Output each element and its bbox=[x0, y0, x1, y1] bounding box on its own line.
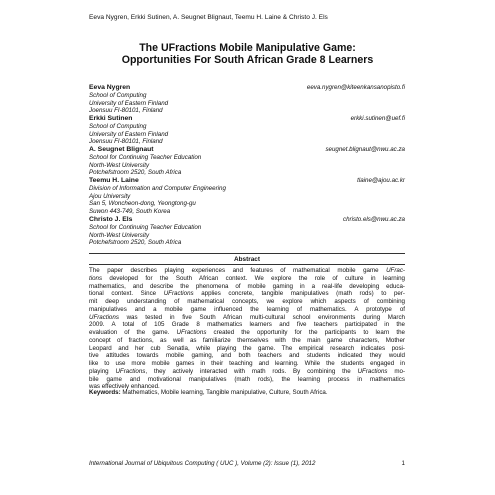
abstract-line: tive attitudes towards mobile gaming, and both teachers and students indicated they would bbox=[89, 352, 405, 360]
abstract-line: like to use more mobile games in their teaching and learning. While the students engaged in bbox=[89, 360, 405, 367]
abstract-line: tional context. Since UFractions applies concrete, tangible manipulatives (math rods) to per- bbox=[89, 290, 405, 298]
abstract-line: UFractions was tested in five South African multi-cultural school environments during March bbox=[89, 313, 405, 321]
page-number: 1 bbox=[401, 460, 405, 467]
author-block bbox=[89, 216, 405, 247]
author-affiliation-line: Joensuu FI-80101, Finland bbox=[89, 138, 163, 146]
author-affiliation-line: Joensuu FI-80101, Finland bbox=[89, 107, 163, 115]
author-block bbox=[89, 115, 405, 146]
journal-footer bbox=[89, 460, 405, 467]
author-name: Eeva Nygren bbox=[89, 84, 131, 91]
author-affiliation-line: Suwon 443-749, South Korea bbox=[89, 207, 171, 215]
abstract-heading: Abstract bbox=[234, 256, 260, 263]
author-block bbox=[89, 84, 405, 115]
abstract-line: was effectively enhanced. bbox=[89, 383, 160, 391]
author-email: tlaine@ajou.ac.kr bbox=[357, 177, 405, 184]
author-affiliation-line: School of Computing bbox=[89, 123, 147, 131]
author-name: A. Seugnet Blignaut bbox=[89, 146, 154, 153]
author-block bbox=[89, 146, 405, 177]
author-affiliation-line: Potchefstroom 2520, South Africa bbox=[89, 169, 182, 177]
author-email: eeva.nygren@kiteenkansanopisto.fi bbox=[306, 84, 405, 91]
paper-title-line-2: Opportunities For South African Grade 8 Learners bbox=[121, 54, 374, 66]
abstract-line: tions developed for the South African context. We explore the role of culture in learning bbox=[89, 274, 405, 282]
journal-citation: International Journal of Ubiquitous Computing ( UUC ), Volume (2): Issue (1), 2012 bbox=[89, 460, 316, 467]
author-name: Christo J. Els bbox=[89, 216, 133, 223]
abstract-top-rule bbox=[89, 253, 405, 254]
running-head-authors: Eeva Nygren, Erkki Sutinen, A. Seugnet Blignaut, Teemu H. Laine & Christo J. Els bbox=[89, 14, 328, 21]
author-affiliation-line: University of Eastern Finland bbox=[89, 130, 169, 138]
author-affiliation-line: Potchefstroom 2520, South Africa bbox=[89, 239, 182, 247]
author-affiliation-line: University of Eastern Finland bbox=[89, 99, 169, 107]
abstract-line: concept of fractions, as well as familiarize themselves with the main game characters, Mother bbox=[89, 336, 405, 344]
author-affiliation-line: Division of Information and Computer Engineering bbox=[89, 185, 226, 193]
author-block bbox=[89, 177, 405, 215]
author-affiliation-line: School for Continuing Teacher Education bbox=[89, 224, 202, 232]
keywords bbox=[89, 389, 405, 396]
author-email: erkki.sutinen@uef.fi bbox=[350, 115, 405, 122]
author-name: Teemu H. Laine bbox=[89, 177, 139, 184]
abstract-line: manipulatives and a mobile game influenced the learning of mathematics. A prototype of bbox=[89, 305, 405, 313]
author-email: christo.els@nwu.ac.za bbox=[343, 216, 405, 223]
abstract-body bbox=[89, 267, 405, 391]
abstract-heading-rule bbox=[89, 264, 405, 265]
abstract-line: evaluation of the game. UFractions created the opportunity for the participants to learn the bbox=[89, 329, 405, 336]
abstract-line: bile game and motivational manipulatives (math rods), the learning process in mathematics bbox=[89, 375, 405, 383]
author-affiliation-line: School for Continuing Teacher Education bbox=[89, 154, 202, 162]
keywords-label: Keywords: bbox=[89, 389, 121, 396]
abstract-line: mit deep understanding of mathematical concepts, we explore which aspects of combining bbox=[89, 298, 405, 305]
author-affiliation-line: School of Computing bbox=[89, 92, 147, 100]
author-email: seugnet.blignaut@nwu.ac.za bbox=[325, 146, 405, 153]
abstract-line: Leopard and her cub Senatla, while playing the game. The empirical research indicates posi- bbox=[89, 344, 405, 352]
abstract-line: playing UFractions, they actively interacted with math rods. By combining the UFractions mo- bbox=[89, 367, 405, 375]
author-affiliation-line: Ajou University bbox=[89, 192, 131, 200]
author-affiliation-line: North-West University bbox=[89, 231, 150, 239]
author-affiliation-line: North-West University bbox=[89, 161, 150, 169]
author-affiliation-line: San 5, Woncheon-dong, Yeongtong-gu bbox=[89, 200, 196, 208]
abstract-line: mathematics, and describe the phenomena of mobile gaming in a real-life developing educa- bbox=[89, 282, 405, 290]
keywords-text: Mathematics, Mobile learning, Tangible manipulative, Culture, South Africa. bbox=[120, 389, 328, 396]
abstract-line: 2009. A total of 105 Grade 8 mathematics learners and five teachers participated in the bbox=[89, 321, 405, 329]
abstract-line: The paper describes playing experiences and features of mathematical mobile game UFrac- bbox=[89, 267, 405, 274]
paper-title-line-1: The UFractions Mobile Manipulative Game: bbox=[139, 42, 356, 54]
author-name: Erkki Sutinen bbox=[89, 115, 133, 122]
